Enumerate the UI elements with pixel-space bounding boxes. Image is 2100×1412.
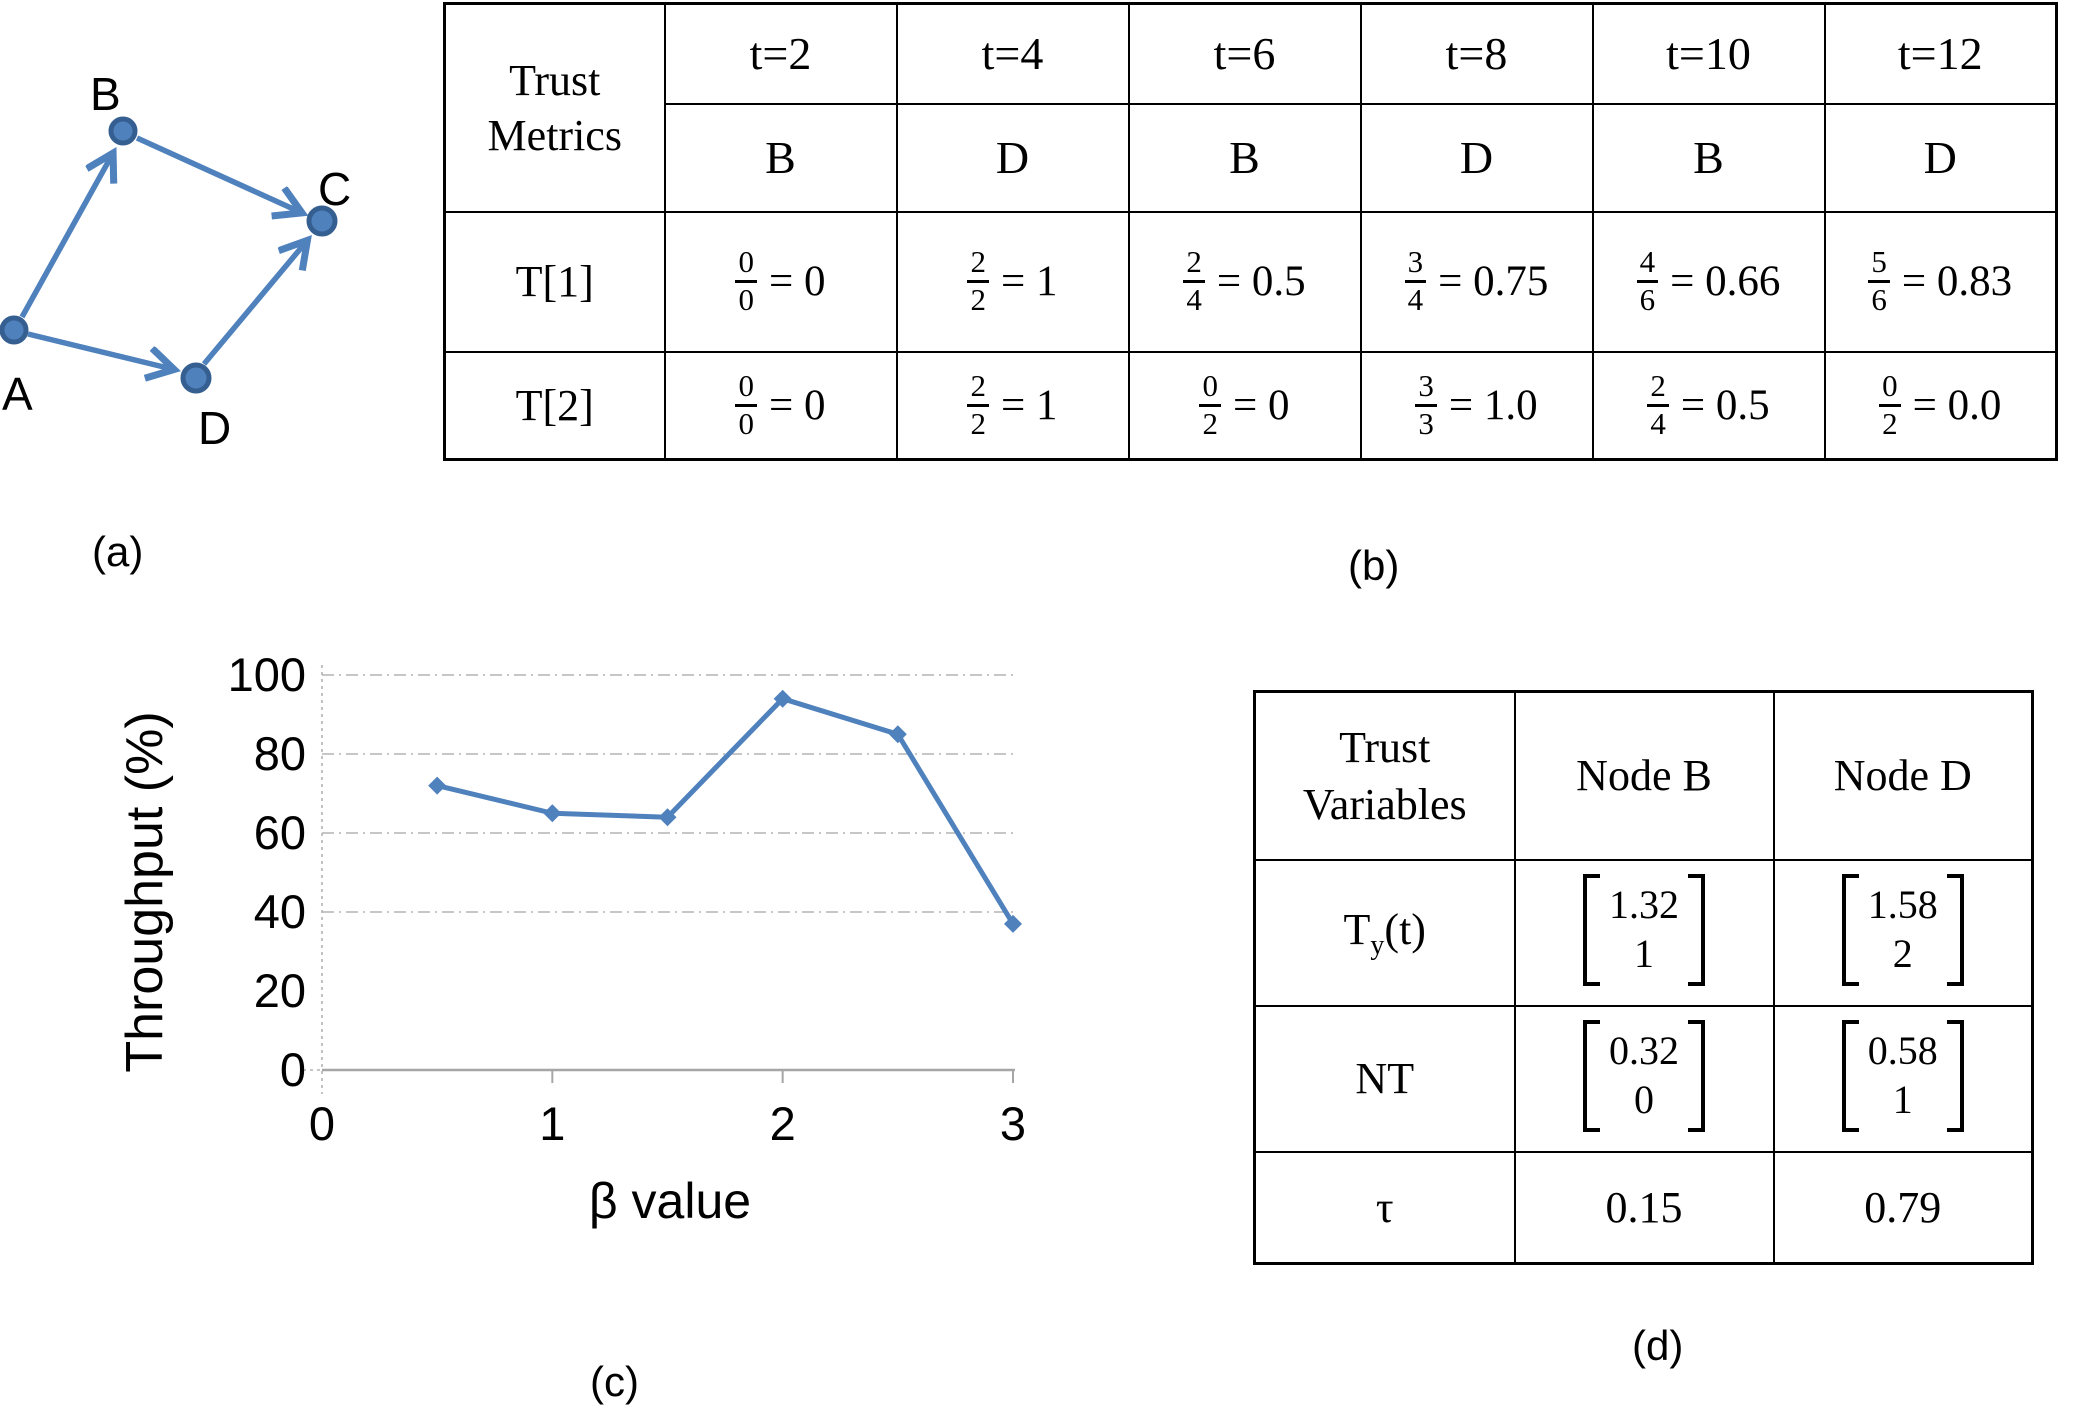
matrix-top: 1.58 bbox=[1867, 882, 1938, 928]
matrix-top: 0.58 bbox=[1867, 1028, 1938, 1074]
frac-result: = 0 bbox=[768, 258, 826, 305]
fraction-cell bbox=[1825, 352, 2057, 460]
fraction-cell bbox=[1361, 352, 1593, 460]
row-label-tau: τ bbox=[1255, 1152, 1515, 1264]
fraction-cell bbox=[1361, 212, 1593, 352]
frac-num: 2 bbox=[1183, 245, 1205, 283]
node-header-cell: B bbox=[1129, 104, 1361, 212]
frac-result: = 0.83 bbox=[1901, 258, 2013, 305]
frac-den: 0 bbox=[738, 405, 754, 441]
network-diagram bbox=[0, 0, 440, 470]
tau-value-cell: 0.79 bbox=[1774, 1152, 2033, 1264]
frac-result: = 0.66 bbox=[1670, 258, 1781, 305]
corner-line2: Variables bbox=[1302, 779, 1467, 829]
data-line bbox=[437, 699, 1013, 924]
matrix-top: 1.32 bbox=[1609, 882, 1679, 928]
caption-c: (c) bbox=[590, 1358, 639, 1405]
y-axis-title: Throughput (%) bbox=[116, 711, 174, 1073]
node-a bbox=[2, 318, 26, 342]
edge-a-b bbox=[22, 155, 112, 317]
caption-a: (a) bbox=[92, 528, 144, 575]
trust-metrics-table bbox=[443, 2, 2058, 461]
frac-den: 4 bbox=[1650, 405, 1666, 441]
caption-d: (d) bbox=[1632, 1322, 1684, 1369]
fraction-cell bbox=[665, 212, 897, 352]
frac-den: 6 bbox=[1639, 282, 1656, 317]
frac-num: 4 bbox=[1637, 245, 1659, 283]
frac-num: 3 bbox=[1415, 369, 1437, 407]
node-d-header: Node D bbox=[1774, 692, 2033, 860]
frac-den: 2 bbox=[970, 405, 986, 441]
node-b-header: Node B bbox=[1515, 692, 1774, 860]
frac-den: 4 bbox=[1186, 282, 1202, 317]
frac-den: 4 bbox=[1407, 282, 1424, 317]
matrix-top: 0.32 bbox=[1609, 1028, 1679, 1074]
data-point-marker bbox=[428, 777, 446, 795]
edge-d-c bbox=[204, 242, 306, 364]
x-tick-label: 0 bbox=[308, 1097, 336, 1150]
fraction-cell bbox=[1129, 212, 1361, 352]
fraction-cell bbox=[1593, 212, 1825, 352]
tau-value-cell: 0.15 bbox=[1515, 1152, 1774, 1264]
frac-num: 0 bbox=[1199, 369, 1221, 407]
fraction-cell bbox=[665, 352, 897, 460]
fraction-cell bbox=[1593, 352, 1825, 460]
x-tick-label: 1 bbox=[539, 1097, 566, 1150]
frac-num: 2 bbox=[1647, 369, 1669, 407]
matrix-cell bbox=[1774, 860, 2033, 1006]
ty-sub: y bbox=[1370, 929, 1385, 961]
node-header-cell: B bbox=[665, 104, 897, 212]
x-tick-label: 3 bbox=[999, 1097, 1027, 1150]
time-header-cell: t=12 bbox=[1825, 4, 2057, 104]
node-header-cell: D bbox=[1361, 104, 1593, 212]
y-tick-label: 20 bbox=[253, 964, 306, 1017]
matrix-cell bbox=[1515, 1006, 1774, 1152]
node-b-label: B bbox=[90, 68, 121, 120]
matrix-cell bbox=[1774, 1006, 2033, 1152]
corner-line2: Metrics bbox=[487, 110, 622, 160]
frac-den: 2 bbox=[970, 282, 986, 317]
frac-num: 0 bbox=[735, 245, 757, 283]
row-label-ty bbox=[1255, 860, 1515, 1006]
node-header-cell: D bbox=[897, 104, 1129, 212]
metric-row-label: T[2] bbox=[445, 352, 665, 460]
frac-num: 0 bbox=[1879, 369, 1901, 407]
trust-variables-table bbox=[1253, 690, 2034, 1265]
frac-result: = 1 bbox=[1000, 381, 1058, 429]
frac-num: 0 bbox=[735, 369, 757, 407]
node-header-cell: B bbox=[1593, 104, 1825, 212]
node-d bbox=[183, 365, 209, 391]
frac-num: 5 bbox=[1868, 245, 1890, 283]
corner-line1: Trust bbox=[509, 55, 601, 105]
frac-result: = 0 bbox=[1232, 381, 1290, 429]
frac-result: = 0 bbox=[768, 381, 826, 429]
matrix-cell bbox=[1515, 860, 1774, 1006]
y-tick-label: 40 bbox=[253, 885, 306, 938]
ty-suffix: (t) bbox=[1384, 904, 1426, 954]
matrix-bottom: 1 bbox=[1892, 1077, 1913, 1122]
frac-num: 3 bbox=[1405, 245, 1427, 283]
x-tick-label: 2 bbox=[769, 1097, 796, 1150]
node-a-label: A bbox=[2, 368, 33, 420]
fraction-cell bbox=[897, 212, 1129, 352]
time-header-cell: t=8 bbox=[1361, 4, 1593, 104]
corner-line1: Trust bbox=[1339, 722, 1431, 772]
throughput-chart bbox=[110, 630, 1090, 1275]
edge-a-d bbox=[28, 334, 172, 369]
frac-result: = 0.5 bbox=[1680, 381, 1770, 429]
x-axis-title: β value bbox=[588, 1173, 752, 1229]
y-tick-label: 60 bbox=[253, 806, 306, 859]
time-header-cell: t=6 bbox=[1129, 4, 1361, 104]
caption-b: (b) bbox=[1348, 542, 1400, 589]
frac-den: 6 bbox=[1871, 282, 1887, 317]
node-header-cell: D bbox=[1825, 104, 2057, 212]
row-label-nt: NT bbox=[1255, 1006, 1515, 1152]
table-b-corner bbox=[445, 4, 665, 212]
y-tick-label: 80 bbox=[253, 727, 306, 780]
node-b bbox=[111, 119, 135, 143]
fraction-cell bbox=[1129, 352, 1361, 460]
node-d-label: D bbox=[198, 402, 232, 454]
frac-den: 3 bbox=[1418, 405, 1434, 441]
ty-base: T bbox=[1343, 904, 1371, 954]
frac-result: = 0.0 bbox=[1912, 381, 2002, 429]
matrix-bottom: 2 bbox=[1892, 931, 1913, 976]
fraction-cell bbox=[1825, 212, 2057, 352]
frac-result: = 1 bbox=[1000, 258, 1058, 305]
fraction-cell bbox=[897, 352, 1129, 460]
frac-result: = 1.0 bbox=[1448, 381, 1538, 429]
frac-den: 2 bbox=[1202, 405, 1218, 441]
y-tick-label: 0 bbox=[279, 1043, 306, 1096]
y-tick-label: 100 bbox=[227, 648, 306, 701]
metric-row-label: T[1] bbox=[445, 212, 665, 352]
frac-num: 2 bbox=[967, 369, 989, 407]
time-header-cell: t=4 bbox=[897, 4, 1129, 104]
time-header-cell: t=10 bbox=[1593, 4, 1825, 104]
frac-result: = 0.5 bbox=[1216, 258, 1306, 305]
frac-den: 0 bbox=[738, 282, 754, 317]
matrix-bottom: 1 bbox=[1634, 931, 1654, 976]
node-c-label: C bbox=[318, 163, 352, 215]
data-point-marker bbox=[543, 804, 561, 822]
time-header-cell: t=2 bbox=[665, 4, 897, 104]
edge-b-c bbox=[137, 138, 300, 212]
frac-num: 2 bbox=[967, 245, 989, 283]
table-d-corner bbox=[1255, 692, 1515, 860]
matrix-bottom: 0 bbox=[1634, 1077, 1654, 1122]
frac-den: 2 bbox=[1882, 405, 1898, 441]
frac-result: = 0.75 bbox=[1438, 258, 1549, 305]
